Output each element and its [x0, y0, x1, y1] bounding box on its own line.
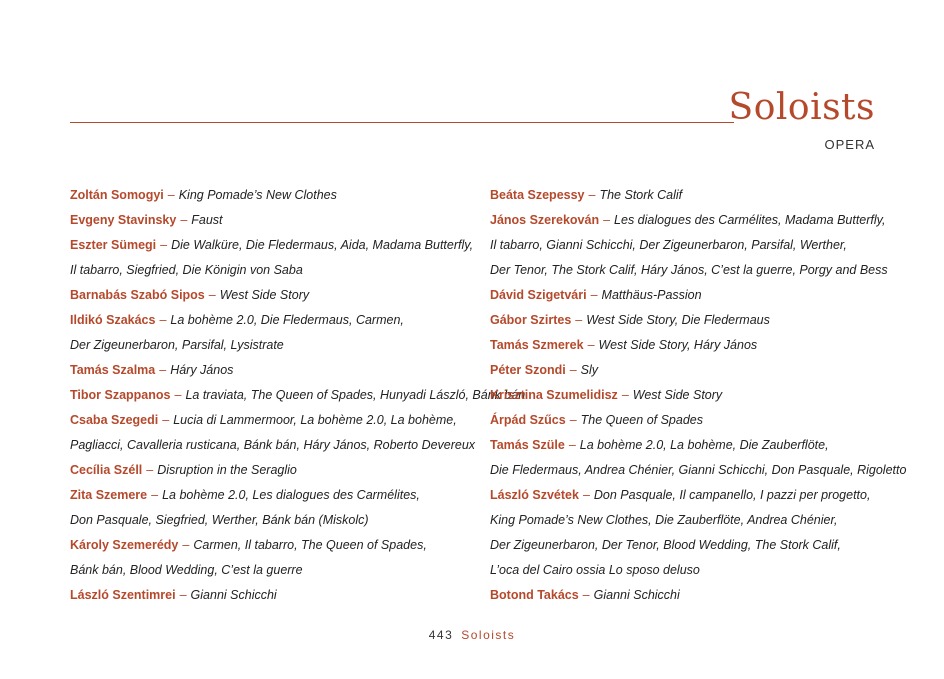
soloist-name: Zoltán Somogyi [70, 188, 164, 202]
soloist-line [490, 358, 890, 383]
name-separator: – [208, 288, 216, 302]
right-column [490, 183, 907, 608]
name-separator: – [174, 388, 182, 402]
soloist-line [490, 308, 890, 333]
soloist-roles: Il tabarro, Siegfried, Die Königin von Saba [70, 263, 303, 277]
soloist-roles: King Pomade’s New Clothes [178, 188, 337, 202]
header-rule [70, 122, 734, 123]
soloist-roles: West Side Story, Háry János [598, 338, 758, 352]
soloist-line [490, 383, 890, 408]
soloist-roles: La traviata, The Queen of Spades, Hunyadi László, Bánk bán [185, 388, 526, 402]
soloist-line [490, 258, 890, 283]
soloist-line [490, 458, 907, 483]
soloist-roles: West Side Story [219, 288, 310, 302]
name-separator: – [568, 438, 576, 452]
soloist-roles: Matthäus-Passion [601, 288, 702, 302]
soloist-line [490, 583, 890, 608]
soloist-line [70, 358, 470, 383]
soloist-name: Péter Szondi [490, 363, 566, 377]
soloist-roles: Don Pasquale, Siegfried, Werther, Bánk bán (Miskolc) [70, 513, 369, 527]
soloist-name: László Szentimrei [70, 588, 176, 602]
name-separator: – [569, 363, 577, 377]
soloist-line [70, 333, 470, 358]
name-separator: – [162, 413, 170, 427]
left-column [70, 183, 526, 608]
soloist-roles: La bohème 2.0, Die Fledermaus, Carmen, [170, 313, 404, 327]
soloist-roles: Disruption in the Seraglio [157, 463, 297, 477]
soloist-roles: Carmen, Il tabarro, The Queen of Spades, [193, 538, 427, 552]
soloist-roles: Lucia di Lammermoor, La bohème 2.0, La bohème, [173, 413, 457, 427]
soloist-line [490, 558, 890, 583]
soloist-roles: Gianni Schicchi [593, 588, 680, 602]
soloist-roles: Der Tenor, The Stork Calif, Háry János, C’est la guerre, Porgy and Bess [490, 263, 888, 277]
name-separator: – [159, 313, 167, 327]
soloist-line [70, 458, 470, 483]
page-title: Soloists [728, 87, 875, 128]
soloist-line [70, 558, 470, 583]
soloist-name: Evgeny Stavinsky [70, 213, 177, 227]
soloist-line [490, 508, 890, 533]
soloist-line [490, 433, 890, 458]
name-separator: – [182, 538, 190, 552]
name-separator: – [587, 338, 595, 352]
soloist-line [490, 333, 890, 358]
soloist-name: Eszter Sümegi [70, 238, 157, 252]
soloist-name: Botond Takács [490, 588, 579, 602]
soloist-name: Dávid Szigetvári [490, 288, 587, 302]
soloist-line [70, 208, 470, 233]
soloist-name: Tamás Szüle [490, 438, 565, 452]
name-separator: – [590, 288, 598, 302]
soloist-roles: Der Zigeunerbaron, Parsifal, Lysistrate [70, 338, 284, 352]
page-number: 443 [428, 628, 454, 642]
soloist-roles: Faust [191, 213, 223, 227]
name-separator: – [180, 213, 188, 227]
soloist-name: Tamás Szalma [70, 363, 156, 377]
soloist-roles: King Pomade’s New Clothes, Die Zauberflöte, Andrea Chénier, [490, 513, 838, 527]
soloist-line [70, 408, 470, 433]
soloist-roles: Die Walküre, Die Fledermaus, Aida, Madama Butterfly, [171, 238, 474, 252]
soloist-name: László Szvétek [490, 488, 579, 502]
soloist-name: Károly Szemerédy [70, 538, 179, 552]
name-separator: – [569, 413, 577, 427]
soloist-line [70, 308, 470, 333]
soloist-name: Ildikó Szakács [70, 313, 156, 327]
soloist-line [490, 483, 890, 508]
soloist-roles: L’oca del Cairo ossia Lo sposo deluso [490, 563, 700, 577]
soloist-name: Cecília Széll [70, 463, 143, 477]
page-subtitle: OPERA [824, 137, 875, 152]
page-footer [0, 627, 944, 643]
soloist-roles: Gianni Schicchi [190, 588, 277, 602]
soloist-line [70, 283, 470, 308]
name-separator: – [160, 238, 168, 252]
soloist-name: Barnabás Szabó Sipos [70, 288, 205, 302]
soloist-roles: Les dialogues des Carmélites, Madama Butterfly, [614, 213, 886, 227]
name-separator: – [167, 188, 175, 202]
soloist-name: Beáta Szepessy [490, 188, 585, 202]
soloist-name: Gábor Szirtes [490, 313, 572, 327]
soloist-line [490, 233, 890, 258]
name-separator: – [582, 588, 590, 602]
soloist-name: János Szerekován [490, 213, 600, 227]
soloist-line [490, 533, 890, 558]
soloist-line [490, 183, 890, 208]
soloist-roles: The Stork Calif [599, 188, 683, 202]
soloist-roles: Háry János [170, 363, 234, 377]
soloist-roles: Der Zigeunerbaron, Der Tenor, Blood Wedding, The Stork Calif, [490, 538, 841, 552]
soloist-roles: Don Pasquale, Il campanello, I pazzi per progetto, [593, 488, 871, 502]
soloist-roles: La bohème 2.0, Les dialogues des Carmélites, [162, 488, 420, 502]
soloist-roles: Il tabarro, Gianni Schicchi, Der Zigeunerbaron, Parsifal, Werther, [490, 238, 847, 252]
soloist-line [70, 258, 470, 283]
footer-section-title: Soloists [461, 628, 516, 642]
soloist-line [70, 508, 470, 533]
soloist-roles: La bohème 2.0, La bohème, Die Zauberflöte, [579, 438, 829, 452]
name-separator: – [603, 213, 611, 227]
soloist-roles: Bánk bán, Blood Wedding, C’est la guerre [70, 563, 303, 577]
name-separator: – [146, 463, 154, 477]
name-separator: – [575, 313, 583, 327]
soloist-line [490, 283, 890, 308]
name-separator: – [582, 488, 590, 502]
soloist-line [70, 233, 474, 258]
soloist-line [490, 208, 890, 233]
soloist-line [70, 583, 470, 608]
soloist-name: Krisztina Szumelidisz [490, 388, 618, 402]
soloist-roles: West Side Story [632, 388, 723, 402]
name-separator: – [588, 188, 596, 202]
soloist-roles: Pagliacci, Cavalleria rusticana, Bánk bán, Háry János, Roberto Devereux [70, 438, 476, 452]
soloist-roles: Sly [580, 363, 599, 377]
name-separator: – [151, 488, 159, 502]
soloist-line [70, 533, 470, 558]
name-separator: – [621, 388, 629, 402]
soloist-roles: West Side Story, Die Fledermaus [586, 313, 770, 327]
soloist-line [70, 433, 476, 458]
soloist-name: Tibor Szappanos [70, 388, 171, 402]
name-separator: – [159, 363, 167, 377]
soloist-line [70, 483, 470, 508]
soloist-line [70, 183, 470, 208]
soloist-line [490, 408, 890, 433]
soloist-name: Zita Szemere [70, 488, 148, 502]
soloist-name: Tamás Szmerek [490, 338, 584, 352]
soloist-roles: Die Fledermaus, Andrea Chénier, Gianni Schicchi, Don Pasquale, Rigoletto [490, 463, 907, 477]
name-separator: – [179, 588, 187, 602]
soloist-name: Csaba Szegedi [70, 413, 159, 427]
soloist-roles: The Queen of Spades [580, 413, 703, 427]
soloist-name: Árpád Szűcs [490, 413, 566, 427]
soloist-line [70, 383, 526, 408]
